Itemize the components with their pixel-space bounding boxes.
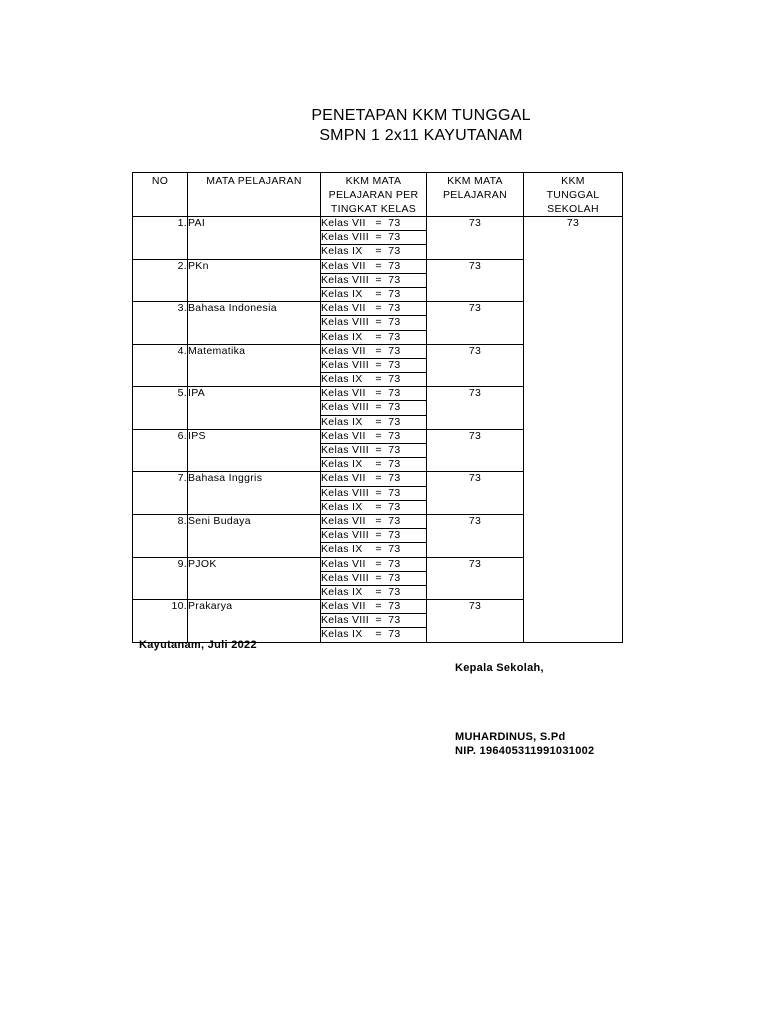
kkm-per-kelas: Kelas VIII = 73 — [321, 273, 427, 287]
kkm-mapel-value: 73 — [427, 514, 524, 557]
kkm-mapel-value: 73 — [427, 259, 524, 302]
row-number: 2. — [133, 259, 188, 302]
subject-name: IPA — [188, 387, 321, 430]
signatory-nip: NIP. 196405311991031002 — [455, 745, 595, 757]
subject-name: Seni Budaya — [188, 514, 321, 557]
header-kkm-tunggal-line: TUNGGAL — [546, 189, 600, 201]
table-row — [133, 217, 623, 231]
subject-name: Bahasa Indonesia — [188, 302, 321, 345]
row-number: 4. — [133, 344, 188, 387]
header-kkm-tunggal-line: SEKOLAH — [547, 203, 599, 215]
kkm-per-kelas: Kelas IX = 73 — [321, 500, 427, 514]
kkm-per-kelas: Kelas VIII = 73 — [321, 529, 427, 543]
kkm-per-kelas: Kelas IX = 73 — [321, 415, 427, 429]
kkm-per-kelas: Kelas VIII = 73 — [321, 401, 427, 415]
kkm-mapel-value: 73 — [427, 557, 524, 600]
header-kkm-mapel-line: KKM MATA — [447, 175, 503, 187]
kkm-per-kelas: Kelas VII = 73 — [321, 344, 427, 358]
kkm-per-kelas: Kelas VIII = 73 — [321, 231, 427, 245]
header-no: NO — [133, 173, 188, 217]
kkm-per-kelas: Kelas VIII = 73 — [321, 316, 427, 330]
subject-name: Prakarya — [188, 600, 321, 643]
kkm-per-kelas: Kelas VIII = 73 — [321, 444, 427, 458]
row-number: 5. — [133, 387, 188, 430]
subject-name: IPS — [188, 429, 321, 472]
signatory-position: Kepala Sekolah, — [455, 662, 544, 674]
row-number: 1. — [133, 217, 188, 260]
kkm-per-kelas: Kelas VII = 73 — [321, 217, 427, 231]
kkm-per-kelas: Kelas VII = 73 — [321, 429, 427, 443]
kkm-per-kelas: Kelas VII = 73 — [321, 514, 427, 528]
document-title: PENETAPAN KKM TUNGGAL — [311, 107, 531, 124]
place-date: Kayutanam, Juli 2022 — [139, 639, 257, 651]
row-number: 9. — [133, 557, 188, 600]
row-number: 8. — [133, 514, 188, 557]
row-number: 10. — [133, 600, 188, 643]
header-kkm-tingkat-line: PELAJARAN PER — [328, 189, 419, 201]
kkm-per-kelas: Kelas IX = 73 — [321, 245, 427, 259]
kkm-per-kelas: Kelas IX = 73 — [321, 373, 427, 387]
subject-name: Bahasa Inggris — [188, 472, 321, 515]
kkm-per-kelas: Kelas IX = 73 — [321, 628, 427, 642]
kkm-per-kelas: Kelas VII = 73 — [321, 302, 427, 316]
signatory-name: MUHARDINUS, S.Pd — [455, 731, 566, 743]
kkm-per-kelas: Kelas VII = 73 — [321, 557, 427, 571]
kkm-mapel-value: 73 — [427, 302, 524, 345]
kkm-table — [132, 172, 623, 643]
subject-name: Matematika — [188, 344, 321, 387]
kkm-mapel-value: 73 — [427, 344, 524, 387]
subject-name: PAI — [188, 217, 321, 260]
row-number: 7. — [133, 472, 188, 515]
kkm-per-kelas: Kelas VIII = 73 — [321, 358, 427, 372]
kkm-per-kelas: Kelas VII = 73 — [321, 472, 427, 486]
kkm-per-kelas: Kelas IX = 73 — [321, 585, 427, 599]
kkm-per-kelas: Kelas VIII = 73 — [321, 614, 427, 628]
kkm-mapel-value: 73 — [427, 387, 524, 430]
kkm-per-kelas: Kelas IX = 73 — [321, 458, 427, 472]
kkm-mapel-value: 73 — [427, 472, 524, 515]
row-number: 6. — [133, 429, 188, 472]
table-header-row — [133, 173, 623, 217]
kkm-per-kelas: Kelas VII = 73 — [321, 600, 427, 614]
header-kkm-tunggal — [524, 173, 623, 217]
subject-name: PKn — [188, 259, 321, 302]
kkm-per-kelas: Kelas VII = 73 — [321, 387, 427, 401]
header-kkm-mapel — [427, 173, 524, 217]
kkm-per-kelas: Kelas VIII = 73 — [321, 571, 427, 585]
kkm-per-kelas: Kelas VII = 73 — [321, 259, 427, 273]
header-mata-pelajaran: MATA PELAJARAN — [188, 173, 321, 217]
kkm-mapel-value: 73 — [427, 429, 524, 472]
kkm-per-kelas: Kelas IX = 73 — [321, 330, 427, 344]
header-kkm-tunggal-line: KKM — [561, 175, 585, 187]
row-number: 3. — [133, 302, 188, 345]
header-kkm-tingkat-line: KKM MATA — [345, 175, 402, 187]
document-subtitle: SMPN 1 2x11 KAYUTANAM — [319, 127, 523, 144]
header-kkm-mapel-line: PELAJARAN — [443, 189, 507, 201]
kkm-per-kelas: Kelas VIII = 73 — [321, 486, 427, 500]
kkm-mapel-value: 73 — [427, 217, 524, 260]
subject-name: PJOK — [188, 557, 321, 600]
kkm-tunggal-value: 73 — [524, 217, 623, 643]
kkm-per-kelas: Kelas IX = 73 — [321, 543, 427, 557]
kkm-per-kelas: Kelas IX = 73 — [321, 287, 427, 301]
header-kkm-tingkat — [321, 173, 427, 217]
kkm-mapel-value: 73 — [427, 600, 524, 643]
header-kkm-tingkat-line: TINGKAT KELAS — [330, 203, 417, 215]
